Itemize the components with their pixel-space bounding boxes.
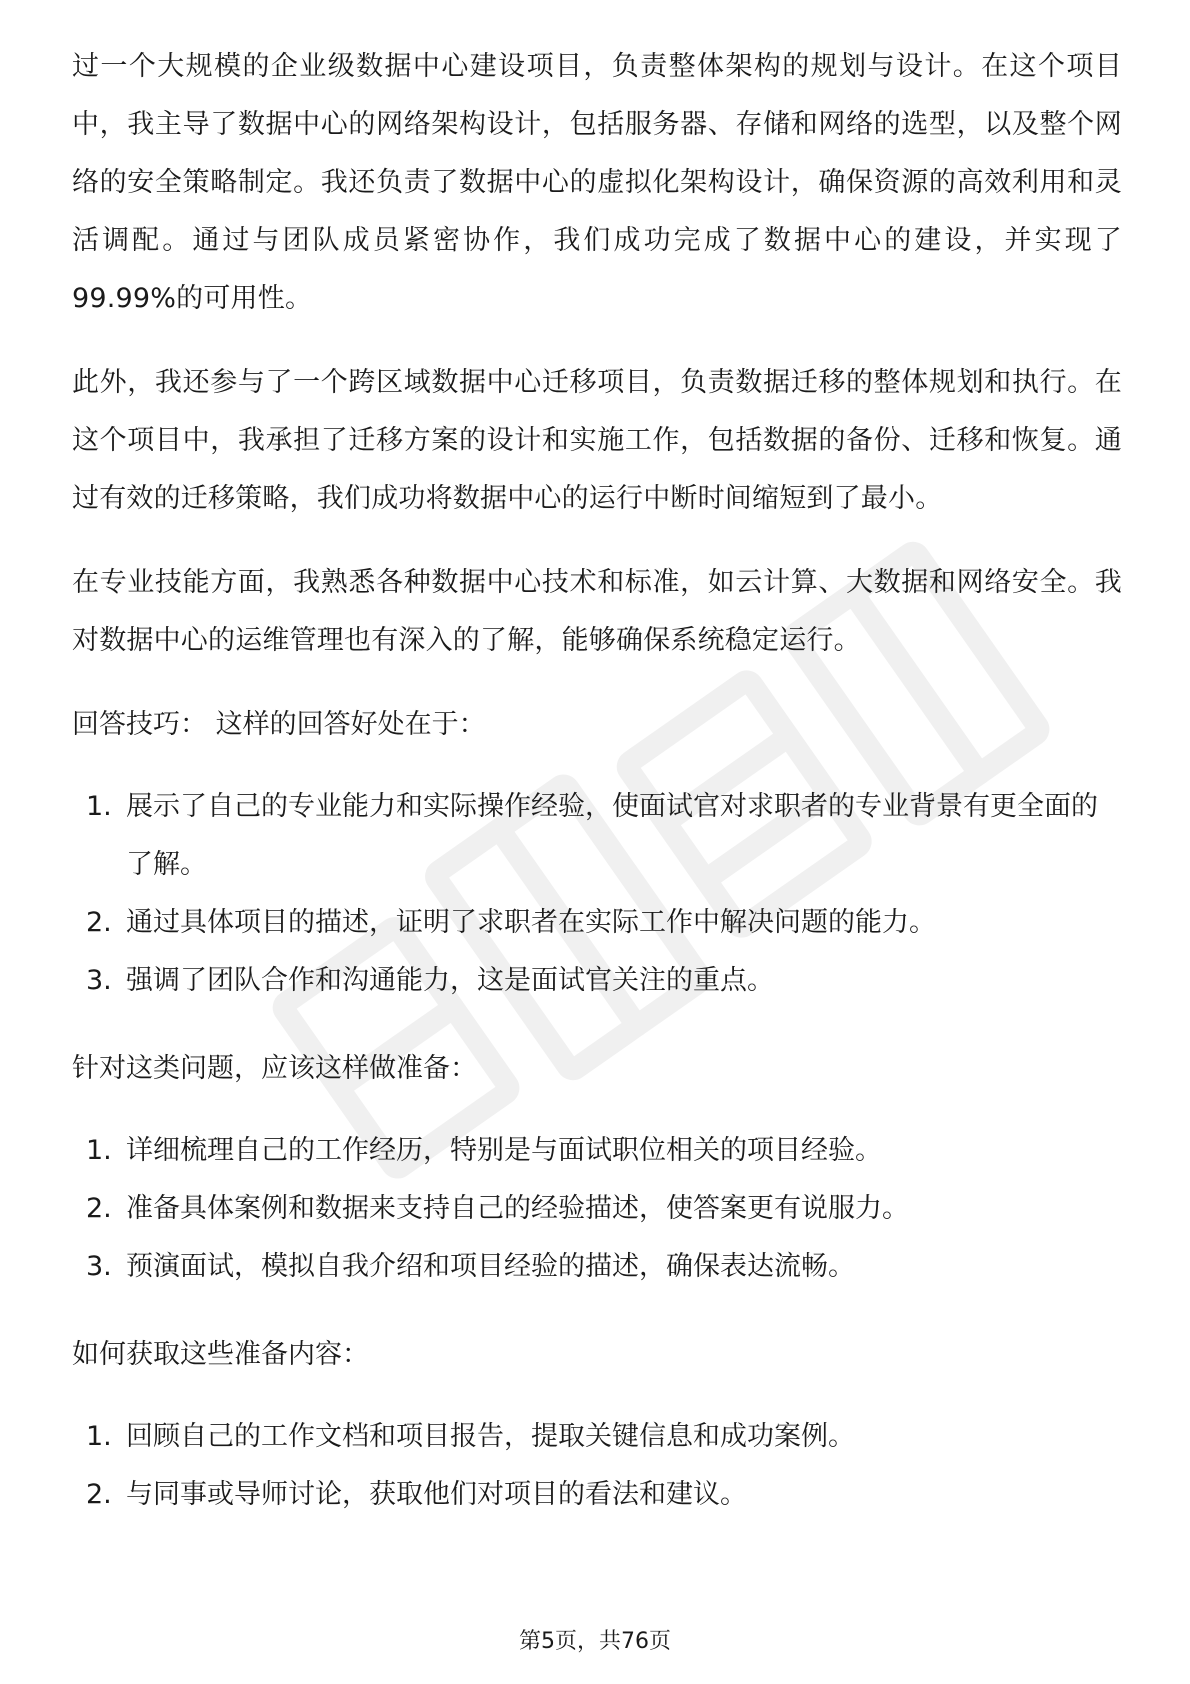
prep-heading: 针对这类问题，应该这样做准备： [72,1053,477,1084]
list-number: 3. [86,965,112,996]
list-item [72,1238,1122,1296]
prep-list [72,1122,1122,1296]
obtain-heading: 如何获取这些准备内容： [72,1339,369,1370]
document-body [72,38,1122,1554]
list-text: 展示了自己的专业能力和实际操作经验，使面试官对求职者的专业背景有更全面的了解。 [126,791,1098,880]
list-text: 通过具体项目的描述，证明了求职者在实际工作中解决问题的能力。 [126,907,936,938]
obtain-list [72,1408,1122,1524]
list-item [72,1180,1122,1238]
list-number: 2. [86,1479,112,1510]
list-item [72,1466,1122,1524]
list-number: 3. [86,1251,112,1282]
paragraph-datacenter-project: 过一个大规模的企业级数据中心建设项目，负责整体架构的规划与设计。在这个项目中，我主导了数据中心的网络架构设计，包括服务器、存储和网络的选型，以及整个网络的安全策略制定。我还负责了数据中心的虚拟化架构设计，确保资源的高效利用和灵活调配。通过与团队成员紧密协作，我们成功完成了数据中心的建设，并实现了99.99%的可用性。 [72,51,1122,314]
list-number: 1. [86,1135,112,1166]
list-number: 2. [86,1193,112,1224]
paragraph-skills: 在专业技能方面，我熟悉各种数据中心技术和标准，如云计算、大数据和网络安全。我对数据中心的运维管理也有深入的了解，能够确保系统稳定运行。 [72,567,1122,656]
list-item [72,894,1122,952]
list-item [72,952,1122,1010]
list-item [72,778,1122,894]
list-number: 1. [86,1421,112,1452]
list-text: 详细梳理自己的工作经历，特别是与面试职位相关的项目经验。 [126,1135,882,1166]
list-text: 回顾自己的工作文档和项目报告，提取关键信息和成功案例。 [126,1421,855,1452]
list-number: 2. [86,907,112,938]
list-text: 预演面试，模拟自我介绍和项目经验的描述，确保表达流畅。 [126,1251,855,1282]
list-text: 准备具体案例和数据来支持自己的经验描述，使答案更有说服力。 [126,1193,909,1224]
list-text: 与同事或导师讨论，获取他们对项目的看法和建议。 [126,1479,747,1510]
tips-heading: 回答技巧： 这样的回答好处在于： [72,709,486,740]
list-item [72,1408,1122,1466]
list-item [72,1122,1122,1180]
list-number: 1. [86,791,112,822]
paragraph-migration-project: 此外，我还参与了一个跨区域数据中心迁移项目，负责数据迁移的整体规划和执行。在这个项目中，我承担了迁移方案的设计和实施工作，包括数据的备份、迁移和恢复。通过有效的迁移策略，我们成功将数据中心的运行中断时间缩短到了最小。 [72,367,1122,514]
tips-list [72,778,1122,1010]
list-text: 强调了团队合作和沟通能力，这是面试官关注的重点。 [126,965,774,996]
page-number-footer: 第5页，共76页 [519,1629,671,1654]
